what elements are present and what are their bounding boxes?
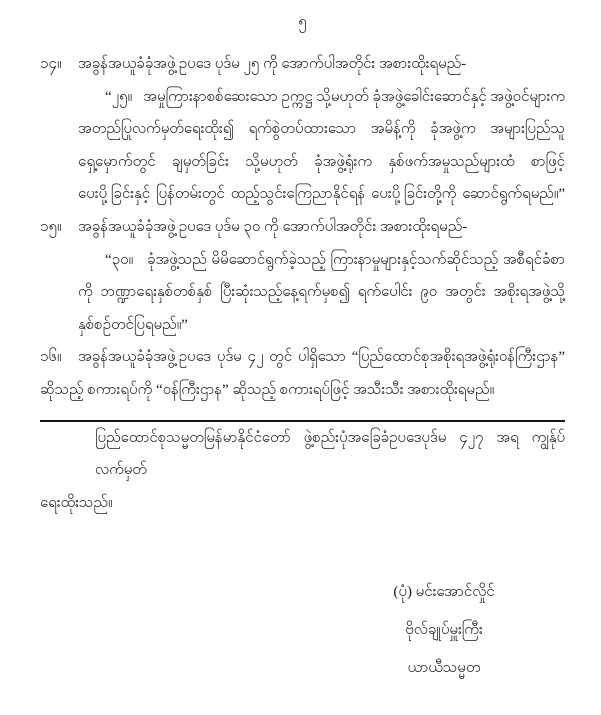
item-16-number: ၁၆။: [40, 349, 62, 366]
item-14-row: [40, 48, 565, 81]
quote-25-line-3: ရှေ့မှောက်တွင် ချမှတ်ခြင်း သို့မဟုတ် ခုံအဖွဲ့ရုံးက နှစ်ဖက်အမှုသည်များထံ စာဖြင့်: [78, 153, 565, 170]
signatory-title: ယာယီသမ္မတ: [407, 660, 481, 677]
item-16-continuation: ဆိုသည့် စကားရပ်ကို “ဝန်ကြီးဌာန” ဆိုသည့် စကားရပ်ဖြင့် အသီးသီး အစားထိုးရမည်။: [40, 381, 494, 398]
item-15-heading: အခွန်အယူခံခုံအဖွဲ့ဥပဒေ ပုဒ်မ ၃၀ ကို အောက်ပါအတိုင်း အစားထိုးရမည်-: [78, 218, 468, 235]
item-14-number: ၁၄။: [40, 56, 62, 72]
quote-25-line-4: ပေးပို့ခြင်းနှင့် ပြန်တမ်းတွင် ထည့်သွင်းကြေညာနိုင်ရန် ပေးပို့ခြင်းတို့ကို ဆောင်ရွက်ရမည်။”: [78, 186, 565, 203]
item-15-row: [40, 211, 565, 244]
enactment-clause-line-2: ရေးထိုးသည်။: [40, 494, 113, 511]
quote-30-line-1: “၃၀။ ခုံအဖွဲ့သည် မိမိဆောင်ရွက်ခဲ့သည့် ကြားနာမှုများနှင့်သက်ဆိုင်သည့် အစီရင်ခံစာ: [105, 251, 565, 268]
item-14-heading: အခွန်အယူခံခုံအဖွဲ့ဥပဒေ ပုဒ်မ ၂၅ ကို အောက်ပါအတိုင်း အစားထိုးရမည်-: [78, 56, 467, 72]
page-number: ၅: [298, 14, 307, 30]
item-16-row: [40, 341, 565, 374]
quote-25-line-1: “၂၅။ အမှုကြားနာစစ်ဆေးသော ဥက္ကဋ္ဌ သို့မဟုတ် ခုံအဖွဲ့ခေါင်းဆောင်နှင့် အဖွဲ့ဝင်များက: [105, 88, 565, 105]
quote-25-line-2: အတည်ပြုလက်မှတ်ရေးထိုး၍ ရက်စွဲတပ်ထားသော အမိန့်ကို ခုံအဖွဲ့က အများပြည်သူ: [78, 121, 565, 138]
enactment-clause-line-1: ပြည်ထောင်စုသမ္မတမြန်မာနိုင်ငံတော် ဖွဲ့စည်းပုံအခြေခံဥပဒေပုဒ်မ ၄၂၇ အရ ကျွန်ုပ်လက်မှတ်: [95, 429, 565, 479]
quote-30-line-2: ကို ဘဏ္ဍာရေးနှစ်တစ်နှစ် ပြီးဆုံးသည့်နေ့ရက်မှစ၍ ရက်ပေါင်း ၉၀ အတွင်း အစိုးရအဖွဲ့သို့: [78, 284, 565, 301]
item-16-heading: အခွန်အယူခံခုံအဖွဲ့ဥပဒေ ပုဒ်မ ၄၂ တွင် ပါရှိသော “ပြည်ထောင်စုအစိုးရအဖွဲ့ရုံးဝန်ကြီးဌာန”: [78, 349, 565, 366]
signatory-name: (ပုံ) မင်းအောင်လှိုင်: [393, 584, 495, 601]
item-15-number: ၁၅။: [40, 218, 62, 235]
quote-30-line-3: နှစ်စဉ်တင်ပြရမည်။”: [78, 316, 188, 333]
signature-block: [344, 573, 544, 687]
signatory-rank: ဗိုလ်ချုပ်မှူးကြီး: [405, 622, 483, 639]
